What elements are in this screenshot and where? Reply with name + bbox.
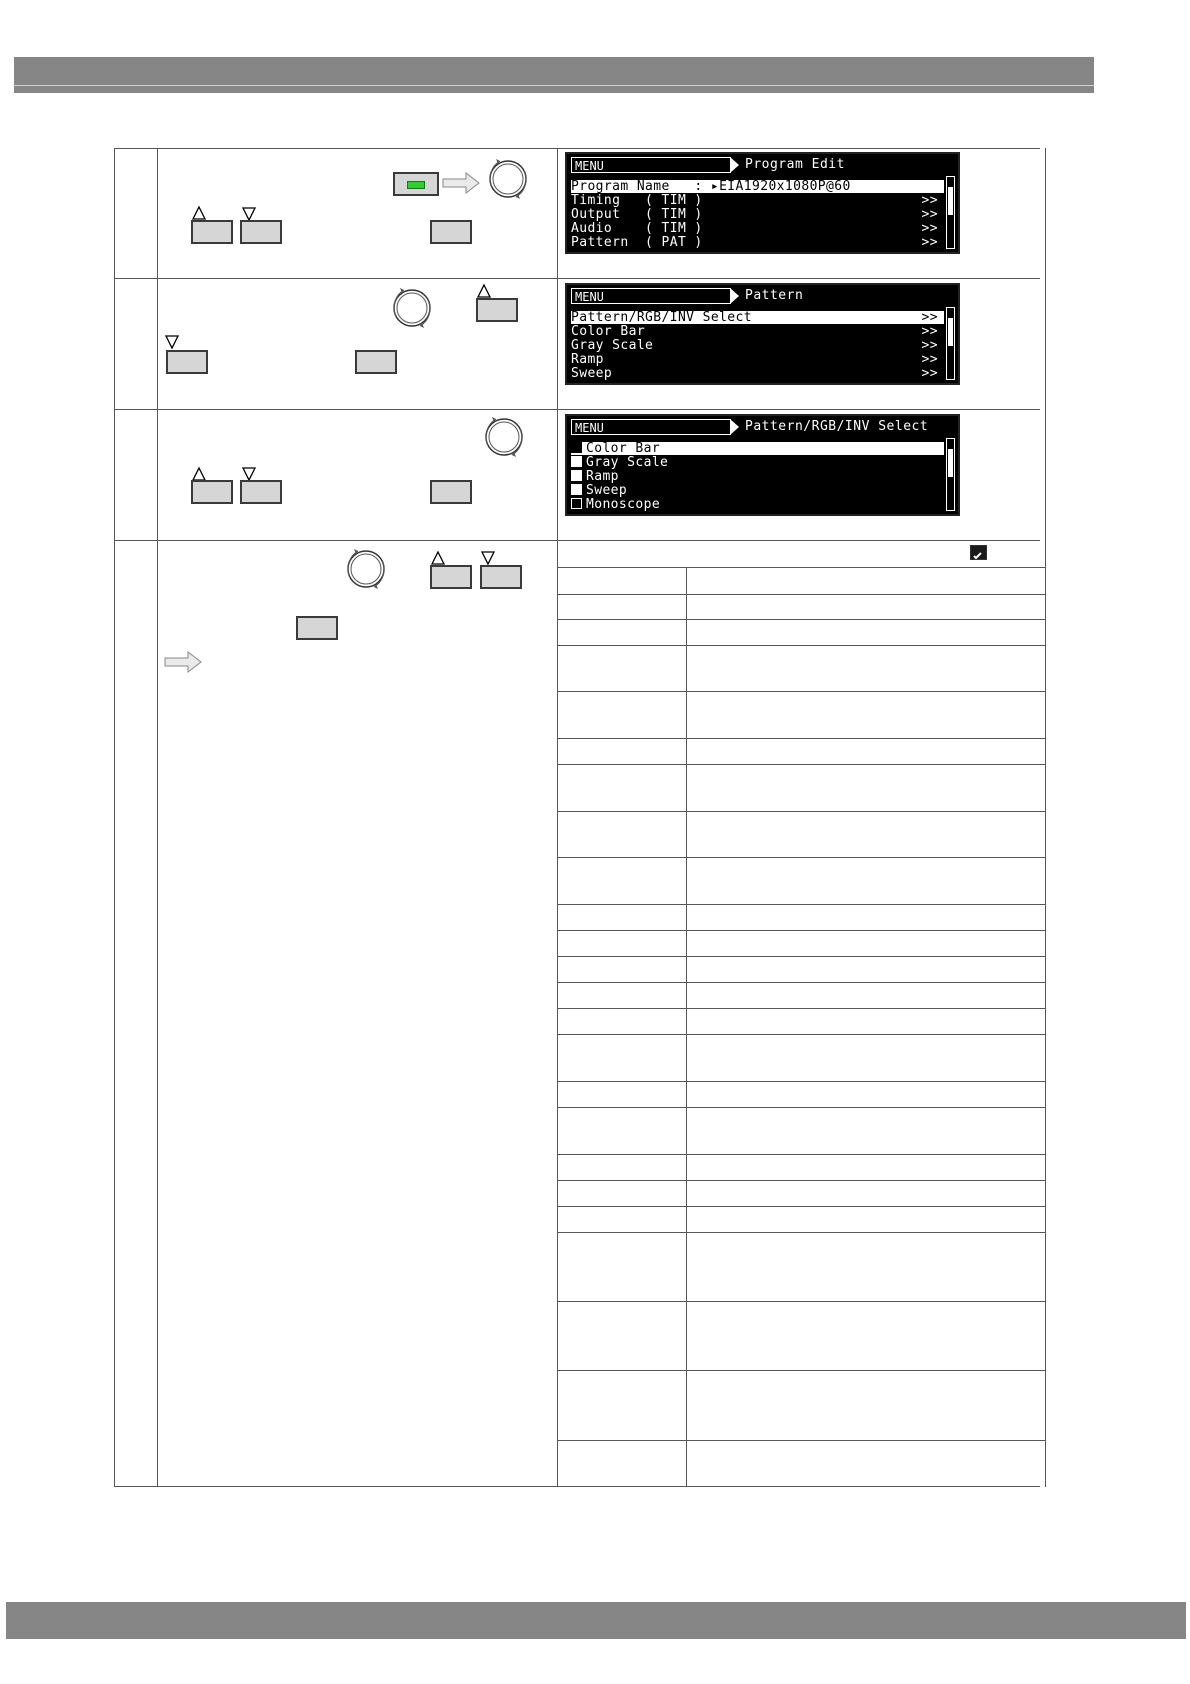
up-triangle-icon [191,205,207,221]
lcd-row[interactable]: Color Bar >> [571,324,938,339]
lcd-scrollbar[interactable] [946,176,955,249]
right-arrow-icon [164,651,202,673]
enter-key[interactable] [430,480,472,504]
lcd-row[interactable]: Program Name : ▸EIA1920x1080P@60 [571,180,944,193]
right-arrow-icon [442,172,480,194]
lcd-row[interactable]: Pattern/RGB/INV Select >> [571,311,944,324]
jog-dial-icon[interactable] [340,543,392,595]
lcd-row[interactable]: Ramp [571,470,944,483]
up-key[interactable] [191,220,233,244]
down-key[interactable] [240,480,282,504]
checkbox-checked-icon[interactable] [571,484,582,495]
lcd-row[interactable]: Output ( TIM ) >> [571,207,938,222]
up-triangle-icon [476,283,492,299]
lcd-row[interactable]: Gray Scale >> [571,338,938,353]
lcd-program-edit [565,152,960,254]
down-key[interactable] [240,220,282,244]
down-key[interactable] [166,350,208,374]
lcd-title: Program Edit [745,157,845,172]
lcd-row[interactable]: Audio ( TIM ) >> [571,221,938,236]
enter-key[interactable] [296,616,338,640]
jog-dial-icon[interactable] [478,411,530,463]
checked-checkbox-icon [970,545,987,560]
lcd-row[interactable]: Gray Scale [571,456,944,469]
lcd-menu-tab: MENU [571,157,731,173]
lcd-title: Pattern [745,288,804,303]
up-triangle-icon [430,550,446,566]
down-key[interactable] [480,565,522,589]
lcd-menu-tab: MENU [571,288,731,304]
lcd-row[interactable]: Sweep >> [571,366,938,381]
down-triangle-icon [480,550,496,566]
lcd-scrollbar[interactable] [946,438,955,511]
page-header-bar [14,57,1094,93]
checkbox-checked-icon[interactable] [571,442,582,453]
lcd-row[interactable]: Pattern ( PAT ) >> [571,235,938,250]
checkbox-checked-icon[interactable] [571,470,582,481]
up-key[interactable] [191,480,233,504]
lcd-pattern [565,283,960,385]
checkbox-unchecked-icon[interactable] [571,498,582,509]
lcd-row[interactable]: Timing ( TIM ) >> [571,193,938,208]
lcd-row[interactable]: Monoscope [571,498,944,511]
enter-key[interactable] [355,350,397,374]
checkbox-checked-icon[interactable] [571,456,582,467]
lcd-row[interactable]: Ramp >> [571,352,938,367]
lcd-pattern-select [565,414,960,516]
jog-dial-icon[interactable] [482,153,534,205]
jog-dial-icon[interactable] [386,282,438,334]
lcd-row[interactable]: Sweep [571,484,944,497]
up-key[interactable] [476,298,518,322]
up-key[interactable] [430,565,472,589]
lcd-scrollbar[interactable] [946,307,955,380]
lcd-row[interactable]: Color Bar [571,442,944,455]
down-triangle-icon [164,334,180,350]
lcd-menu-tab: MENU [571,419,731,435]
program-key[interactable] [393,172,439,196]
page-footer-bar [6,1602,1186,1639]
enter-key[interactable] [430,220,472,244]
lcd-title: Pattern/RGB/INV Select [745,419,929,434]
